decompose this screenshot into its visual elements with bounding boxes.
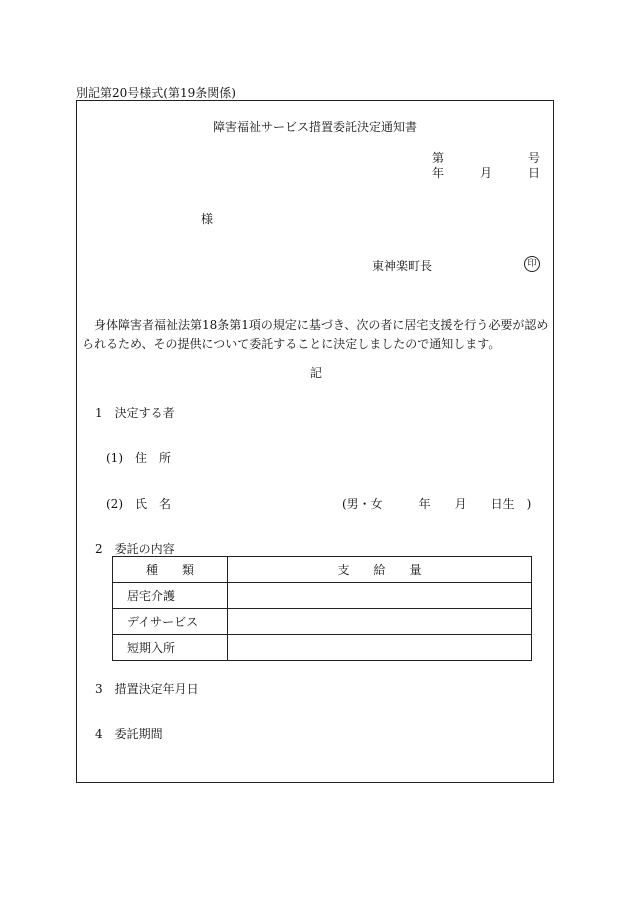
- date-month: 月: [480, 166, 493, 180]
- address-label: (1) 住 所: [106, 451, 171, 465]
- seal-mark: 印: [524, 256, 540, 272]
- form-header: 別記第20号様式(第19条関係): [76, 86, 236, 100]
- amount-cell: [228, 609, 532, 635]
- row-label-day-service: デイサービス: [113, 609, 228, 635]
- column-header-amount: 支 給 量: [228, 557, 532, 583]
- row-label-home-care: 居宅介護: [113, 583, 228, 609]
- column-header-type: 種 類: [113, 557, 228, 583]
- sex-birth-field: (男・女 年 月 日生 ): [342, 497, 532, 511]
- body-paragraph: 身体障害者福祉法第18条第1項の規定に基づき、次の者に居宅支援を行う必要が認められるため、その提供について委託することに決定しましたので通知します。: [82, 318, 549, 351]
- ki-heading: 記: [310, 366, 323, 380]
- section4-heading: 4 委託期間: [95, 727, 163, 741]
- number-go: 号: [528, 151, 541, 165]
- name-label: (2) 氏 名: [106, 497, 171, 511]
- number-dai: 第: [432, 151, 445, 165]
- table-row: [113, 609, 532, 635]
- amount-cell: [228, 583, 532, 609]
- table-row: [113, 635, 532, 661]
- row-label-short-stay: 短期入所: [113, 635, 228, 661]
- issuer-name: 東神楽町長: [372, 259, 433, 273]
- addressee-suffix: 様: [201, 212, 214, 226]
- date-year: 年: [432, 166, 445, 180]
- section3-heading: 3 措置決定年月日: [95, 682, 199, 696]
- amount-cell: [228, 635, 532, 661]
- table-header-row: [113, 557, 532, 583]
- section1-heading: 1 決定する者: [95, 406, 175, 420]
- section2-heading: 2 委託の内容: [95, 542, 175, 556]
- date-day: 日: [528, 166, 541, 180]
- commission-table: [112, 556, 532, 661]
- document-title: 障害福祉サービス措置委託決定通知書: [213, 120, 418, 134]
- table-row: [113, 583, 532, 609]
